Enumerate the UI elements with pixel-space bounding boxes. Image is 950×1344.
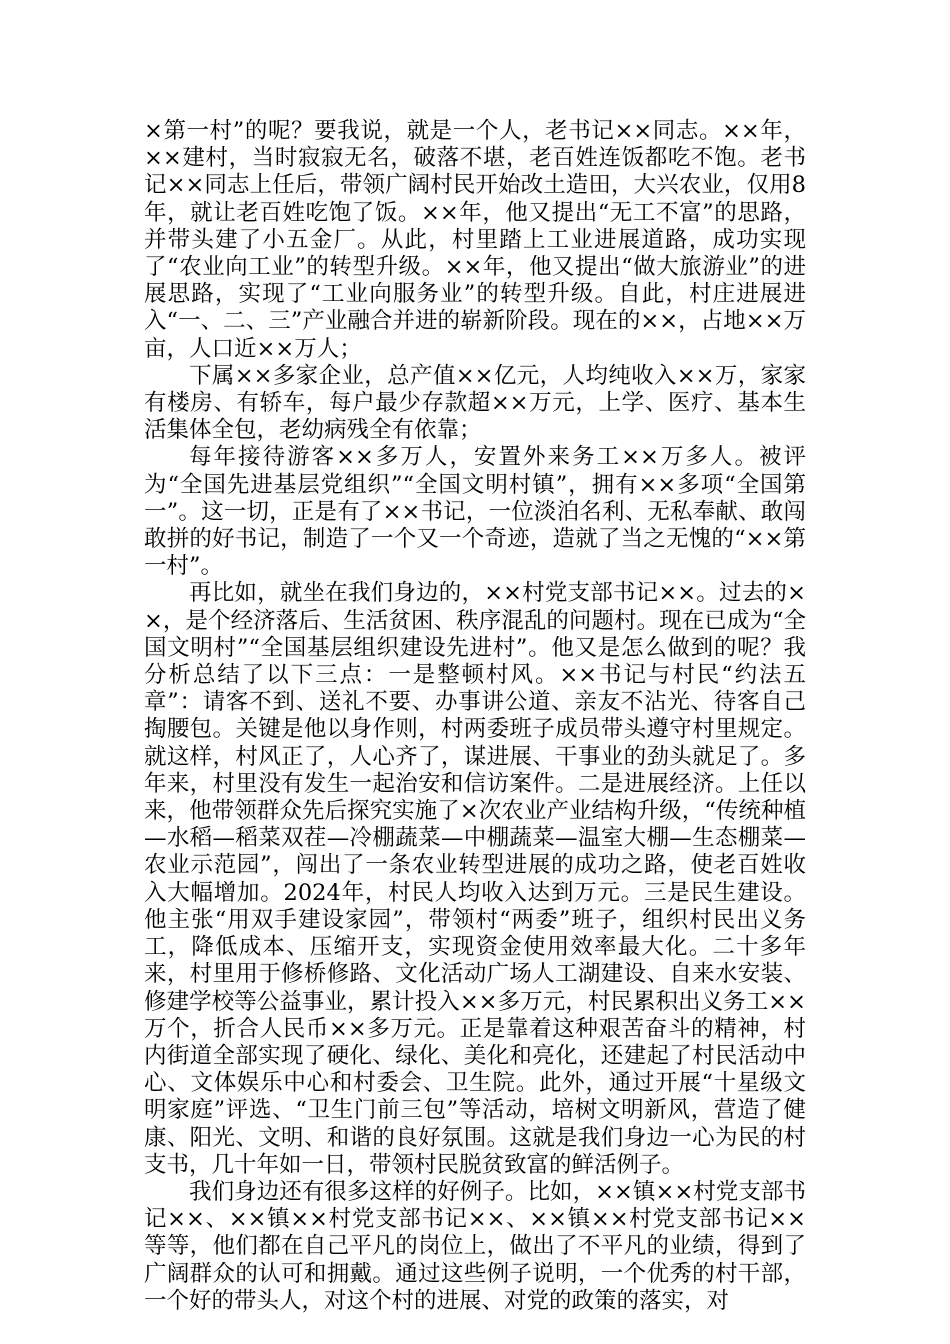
- paragraph-5: 我们身边还有很多这样的好例子。比如，××镇××村党支部书记××、××镇××村党支部书记××、××镇××村党支部书记××等等，他们都在自己平凡的岗位上，做出了不平凡的业绩，得到了广阔群众的认可和拥戴。通过这些例子说明，一个优秀的村干部，一个好的带头人，对这个村的进展、对党的政策的落实，对: [144, 1178, 806, 1314]
- document-page: [144, 118, 806, 1315]
- paragraph-3: 每年接待游客××多万人，安置外来务工××万多人。被评为“全国先进基层党组织”“全国文明村镇”，拥有××多项“全国第一”。这一切，正是有了××书记，一位淡泊名利、无私奉献、敢闯敢拼的好书记，制造了一个又一个奇迹，造就了当之无愧的“××第一村”。: [144, 444, 806, 580]
- paragraph-2: 下属××多家企业，总产值××亿元，人均纯收入××万，家家有楼房、有轿车，每户最少存款超××万元，上学、医疗、基本生活集体全包，老幼病残全有依靠；: [144, 362, 806, 444]
- paragraph-1: ×第一村”的呢？要我说，就是一个人，老书记××同志。××年，××建村，当时寂寂无名，破落不堪，老百姓连饭都吃不饱。老书记××同志上任后，带领广阔村民开始改土造田，大兴农业，仅用8年，就让老百姓吃饱了饭。××年，他又提出“无工不富”的思路，并带头建了小五金厂。从此，村里踏上工业进展道路，成功实现了“农业向工业”的转型升级。××年，他又提出“做大旅游业”的进展思路，实现了“工业向服务业”的转型升级。自此，村庄进展进入“一、二、三”产业融合并进的崭新阶段。现在的××，占地××万亩，人口近××万人；: [144, 118, 806, 362]
- paragraph-4: 再比如，就坐在我们身边的，××村党支部书记××。过去的××，是个经济落后、生活贫困、秩序混乱的问题村。现在已成为“全国文明村”“全国基层组织建设先进村”。他又是怎么做到的呢？我分析总结了以下三点：一是整顿村风。××书记与村民“约法五章”：请客不到、送礼不要、办事讲公道、亲友不沾光、待客自己掏腰包。关键是他以身作则，村两委班子成员带头遵守村里规定。就这样，村风正了，人心齐了，谋进展、干事业的劲头就足了。多年来，村里没有发生一起治安和信访案件。二是进展经济。上任以来，他带领群众先后探究实施了×次农业产业结构升级，“传统种植—水稻—稻菜双茬—冷棚蔬菜—中棚蔬菜—温室大棚—生态棚菜—农业示范园”，闯出了一条农业转型进展的成功之路，使老百姓收入大幅增加。2024年，村民人均收入达到万元。三是民生建设。他主张“用双手建设家园”，带领村“两委”班子，组织村民出义务工，降低成本、压缩开支，实现资金使用效率最大化。二十多年来，村里用于修桥修路、文化活动广场人工湖建设、自来水安装、修建学校等公益事业，累计投入××多万元，村民累积出义务工××万个，折合人民币××多万元。正是靠着这种艰苦奋斗的精神，村内街道全部实现了硬化、绿化、美化和亮化，还建起了村民活动中心、文体娱乐中心和村委会、卫生院。此外，通过开展“十星级文明家庭”评选、“卫生门前三包”等活动，培树文明新风，营造了健康、阳光、文明、和谐的良好氛围。这就是我们身边一心为民的村支书，几十年如一日，带领村民脱贫致富的鲜活例子。: [144, 580, 806, 1178]
